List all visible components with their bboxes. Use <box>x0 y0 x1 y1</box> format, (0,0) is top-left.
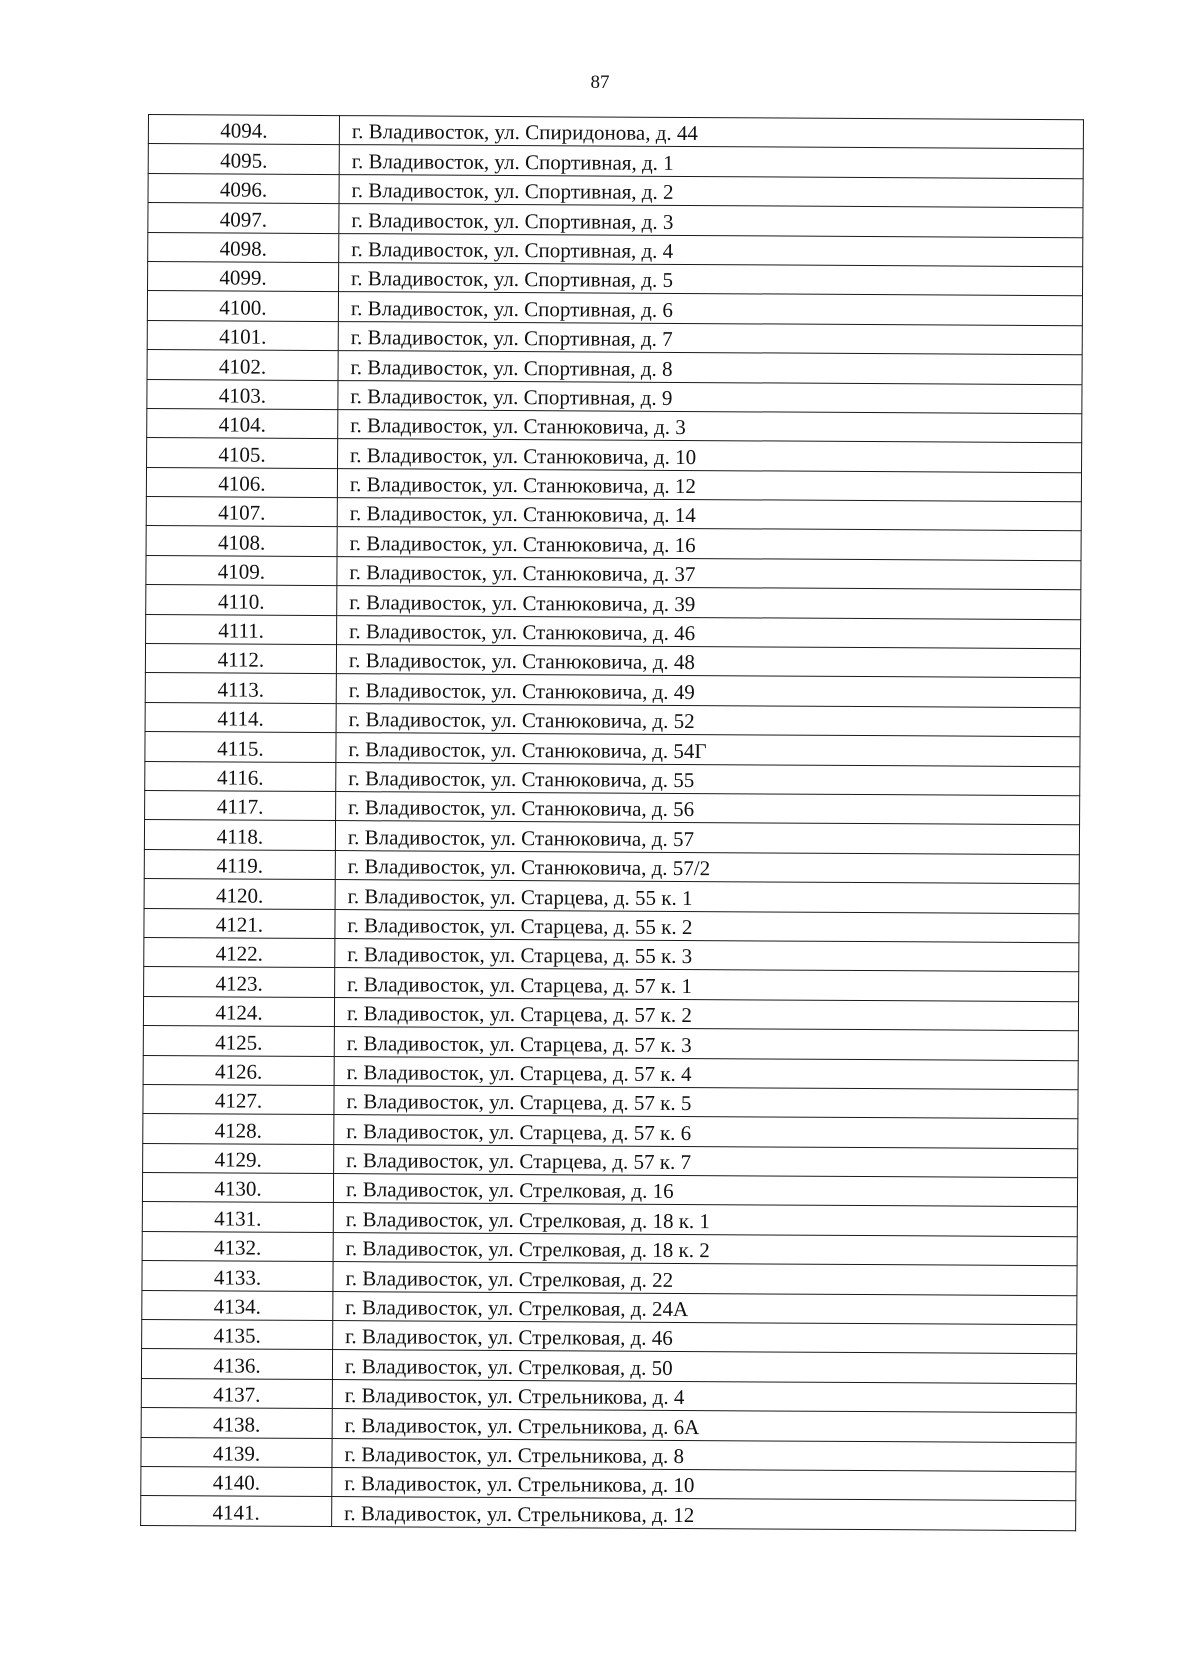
row-address: г. Владивосток, ул. Стрелковая, д. 18 к. 2 <box>333 1232 1077 1266</box>
row-number: 4112. <box>145 644 336 674</box>
row-address: г. Владивосток, ул. Старцева, д. 57 к. 5 <box>334 1085 1078 1119</box>
row-address: г. Владивосток, ул. Старцева, д. 55 к. 3 <box>335 938 1079 972</box>
row-number: 4101. <box>147 320 338 350</box>
row-address: г. Владивосток, ул. Стрелковая, д. 18 к. 1 <box>333 1203 1077 1237</box>
row-address: г. Владивосток, ул. Стрельникова, д. 4 <box>332 1379 1076 1413</box>
row-address: г. Владивосток, ул. Старцева, д. 57 к. 4 <box>334 1056 1078 1090</box>
row-number: 4102. <box>147 350 338 380</box>
row-address: г. Владивосток, ул. Спортивная, д. 2 <box>339 174 1083 208</box>
row-number: 4121. <box>144 908 335 938</box>
row-address: г. Владивосток, ул. Станюковича, д. 56 <box>336 792 1080 826</box>
row-address: г. Владивосток, ул. Станюковича, д. 10 <box>338 439 1082 473</box>
address-table <box>140 114 1084 1531</box>
row-number: 4116. <box>145 761 336 791</box>
row-address: г. Владивосток, ул. Станюковича, д. 3 <box>338 409 1082 443</box>
row-number: 4095. <box>148 144 339 174</box>
row-number: 4129. <box>143 1143 334 1173</box>
row-number: 4094. <box>148 115 339 145</box>
row-address: г. Владивосток, ул. Стрельникова, д. 10 <box>332 1468 1076 1502</box>
row-number: 4106. <box>146 467 337 497</box>
row-address: г. Владивосток, ул. Спортивная, д. 8 <box>338 351 1082 385</box>
row-number: 4114. <box>145 702 336 732</box>
row-number: 4127. <box>143 1084 334 1114</box>
row-address: г. Владивосток, ул. Старцева, д. 57 к. 6 <box>334 1115 1078 1149</box>
row-address: г. Владивосток, ул. Спортивная, д. 5 <box>339 263 1083 297</box>
row-number: 4098. <box>148 232 339 262</box>
row-number: 4120. <box>144 879 335 909</box>
row-address: г. Владивосток, ул. Спортивная, д. 9 <box>338 380 1082 414</box>
row-address: г. Владивосток, ул. Стрельникова, д. 6А <box>332 1409 1076 1443</box>
row-address: г. Владивосток, ул. Станюковича, д. 57/2 <box>335 850 1079 884</box>
row-number: 4097. <box>148 203 339 233</box>
row-address: г. Владивосток, ул. Станюковича, д. 12 <box>337 468 1081 502</box>
row-number: 4105. <box>147 438 338 468</box>
row-address: г. Владивосток, ул. Старцева, д. 57 к. 7 <box>334 1144 1078 1178</box>
address-table-container <box>140 114 1084 1531</box>
row-address: г. Владивосток, ул. Станюковича, д. 39 <box>337 586 1081 620</box>
row-address: г. Владивосток, ул. Спортивная, д. 3 <box>339 204 1083 238</box>
row-number: 4123. <box>144 967 335 997</box>
row-address: г. Владивосток, ул. Станюковича, д. 54Г <box>336 733 1080 767</box>
row-address: г. Владивосток, ул. Стрелковая, д. 24А <box>333 1291 1077 1325</box>
row-address: г. Владивосток, ул. Станюковича, д. 48 <box>336 645 1080 679</box>
row-number: 4130. <box>142 1173 333 1203</box>
row-number: 4139. <box>141 1437 332 1467</box>
page-number: 87 <box>590 72 610 93</box>
row-number: 4138. <box>141 1408 332 1438</box>
row-number: 4126. <box>143 1055 334 1085</box>
row-number: 4122. <box>144 937 335 967</box>
table-row <box>141 1496 1076 1531</box>
row-number: 4103. <box>147 379 338 409</box>
row-address: г. Владивосток, ул. Станюковича, д. 49 <box>336 674 1080 708</box>
row-number: 4131. <box>142 1202 333 1232</box>
row-number: 4141. <box>141 1496 332 1526</box>
row-number: 4134. <box>142 1290 333 1320</box>
row-number: 4100. <box>147 291 338 321</box>
row-address: г. Владивосток, ул. Стрелковая, д. 22 <box>333 1262 1077 1296</box>
row-number: 4128. <box>143 1114 334 1144</box>
row-number: 4111. <box>146 614 337 644</box>
row-number: 4125. <box>143 1026 334 1056</box>
address-table-body <box>141 115 1084 1531</box>
row-number: 4096. <box>148 173 339 203</box>
row-address: г. Владивосток, ул. Спортивная, д. 1 <box>339 145 1083 179</box>
row-number: 4104. <box>147 408 338 438</box>
row-address: г. Владивосток, ул. Старцева, д. 55 к. 2 <box>335 909 1079 943</box>
row-address: г. Владивосток, ул. Старцева, д. 57 к. 1 <box>335 968 1079 1002</box>
row-address: г. Владивосток, ул. Стрелковая, д. 16 <box>333 1174 1077 1208</box>
row-number: 4115. <box>145 732 336 762</box>
row-address: г. Владивосток, ул. Станюковича, д. 55 <box>336 762 1080 796</box>
row-address: г. Владивосток, ул. Станюковича, д. 46 <box>337 615 1081 649</box>
row-address: г. Владивосток, ул. Станюковича, д. 52 <box>336 703 1080 737</box>
row-number: 4113. <box>145 673 336 703</box>
row-number: 4132. <box>142 1231 333 1261</box>
row-number: 4099. <box>148 261 339 291</box>
row-address: г. Владивосток, ул. Стрельникова, д. 12 <box>332 1497 1076 1531</box>
row-address: г. Владивосток, ул. Стрельникова, д. 8 <box>332 1438 1076 1472</box>
row-address: г. Владивосток, ул. Станюковича, д. 37 <box>337 556 1081 590</box>
row-number: 4110. <box>146 585 337 615</box>
row-address: г. Владивосток, ул. Станюковича, д. 14 <box>337 498 1081 532</box>
row-address: г. Владивосток, ул. Стрелковая, д. 50 <box>332 1350 1076 1384</box>
row-address: г. Владивосток, ул. Старцева, д. 57 к. 2 <box>334 997 1078 1031</box>
row-address: г. Владивосток, ул. Спортивная, д. 6 <box>338 292 1082 326</box>
row-address: г. Владивосток, ул. Станюковича, д. 16 <box>337 527 1081 561</box>
row-number: 4124. <box>143 996 334 1026</box>
row-number: 4107. <box>146 497 337 527</box>
row-number: 4119. <box>144 849 335 879</box>
row-address: г. Владивосток, ул. Станюковича, д. 57 <box>335 821 1079 855</box>
row-address: г. Владивосток, ул. Спиридонова, д. 44 <box>339 116 1083 150</box>
row-number: 4109. <box>146 555 337 585</box>
row-number: 4117. <box>145 790 336 820</box>
row-number: 4140. <box>141 1466 332 1496</box>
row-number: 4108. <box>146 526 337 556</box>
row-number: 4118. <box>144 820 335 850</box>
row-number: 4137. <box>141 1378 332 1408</box>
row-number: 4133. <box>142 1261 333 1291</box>
row-address: г. Владивосток, ул. Старцева, д. 57 к. 3 <box>334 1027 1078 1061</box>
row-address: г. Владивосток, ул. Старцева, д. 55 к. 1 <box>335 880 1079 914</box>
row-address: г. Владивосток, ул. Спортивная, д. 4 <box>339 233 1083 267</box>
row-number: 4136. <box>141 1349 332 1379</box>
row-address: г. Владивосток, ул. Стрелковая, д. 46 <box>333 1321 1077 1355</box>
row-address: г. Владивосток, ул. Спортивная, д. 7 <box>338 321 1082 355</box>
row-number: 4135. <box>142 1319 333 1349</box>
